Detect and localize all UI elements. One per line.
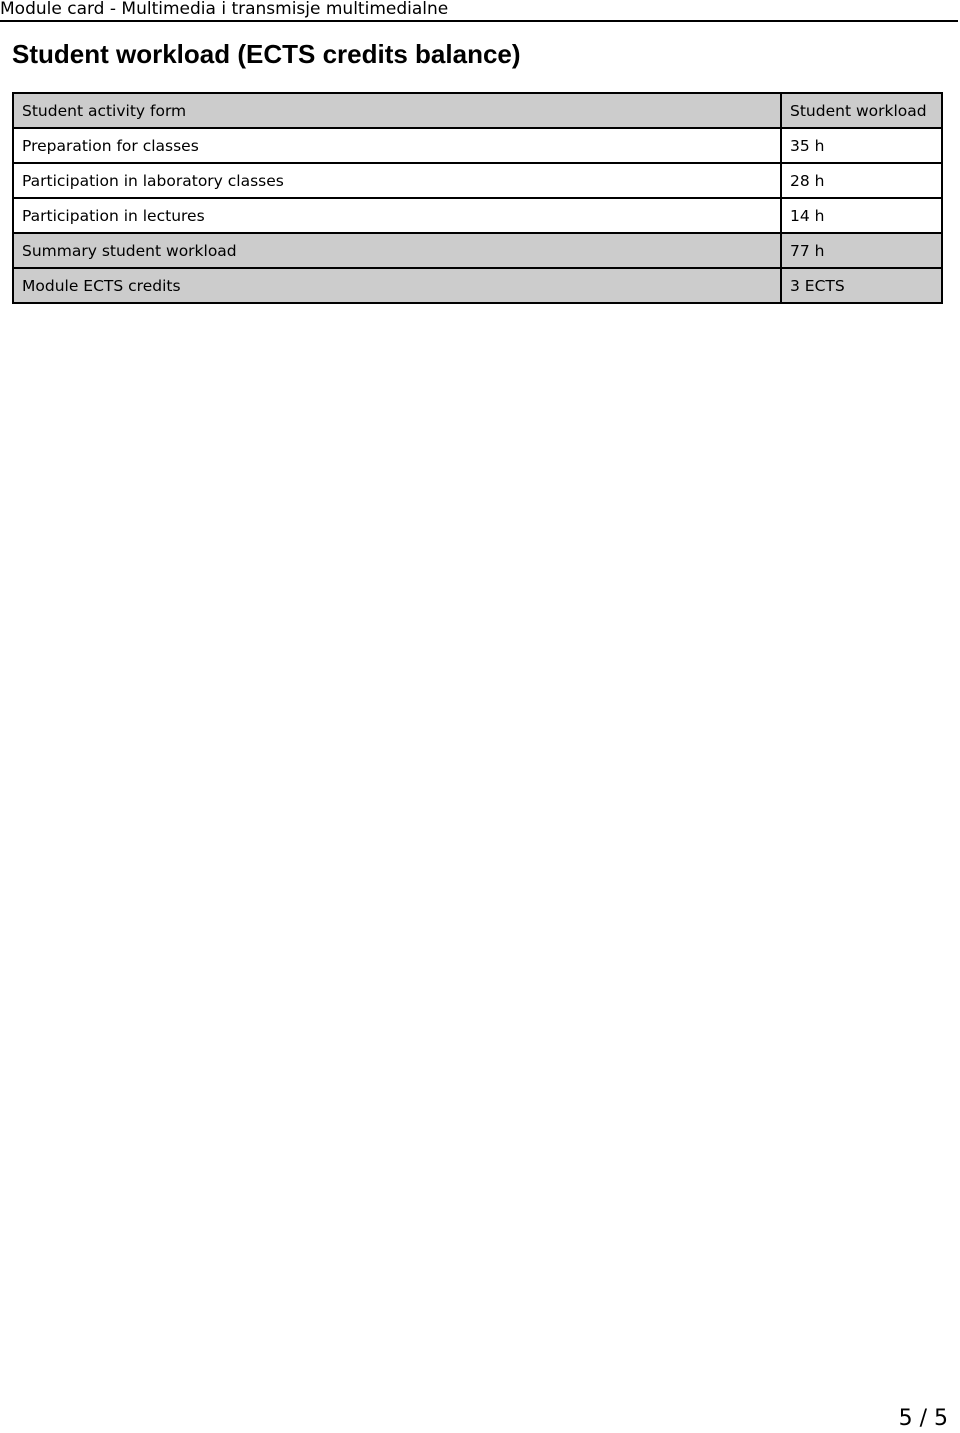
summary-row [13,233,942,268]
activity-cell: Participation in laboratory classes [13,163,781,198]
workload-cell: 35 h [781,128,942,163]
ects-row [13,268,942,303]
module-card-title: Module card - Multimedia i transmisje multimedialne [0,0,449,19]
table-row [13,198,942,233]
ects-value-cell: 3 ECTS [781,268,942,303]
ects-label-cell: Module ECTS credits [13,268,781,303]
activity-cell: Participation in lectures [13,198,781,233]
section-title: Student workload (ECTS credits balance) [12,39,521,69]
summary-value-cell: 77 h [781,233,942,268]
workload-table [12,92,943,304]
column-header-workload: Student workload [781,93,942,128]
summary-label-cell: Summary student workload [13,233,781,268]
table-row [13,128,942,163]
page-header [0,0,958,22]
page-number: 5 / 5 [898,1406,948,1431]
workload-cell: 28 h [781,163,942,198]
table-row [13,163,942,198]
activity-cell: Preparation for classes [13,128,781,163]
workload-cell: 14 h [781,198,942,233]
table-header-row [13,93,942,128]
column-header-activity: Student activity form [13,93,781,128]
